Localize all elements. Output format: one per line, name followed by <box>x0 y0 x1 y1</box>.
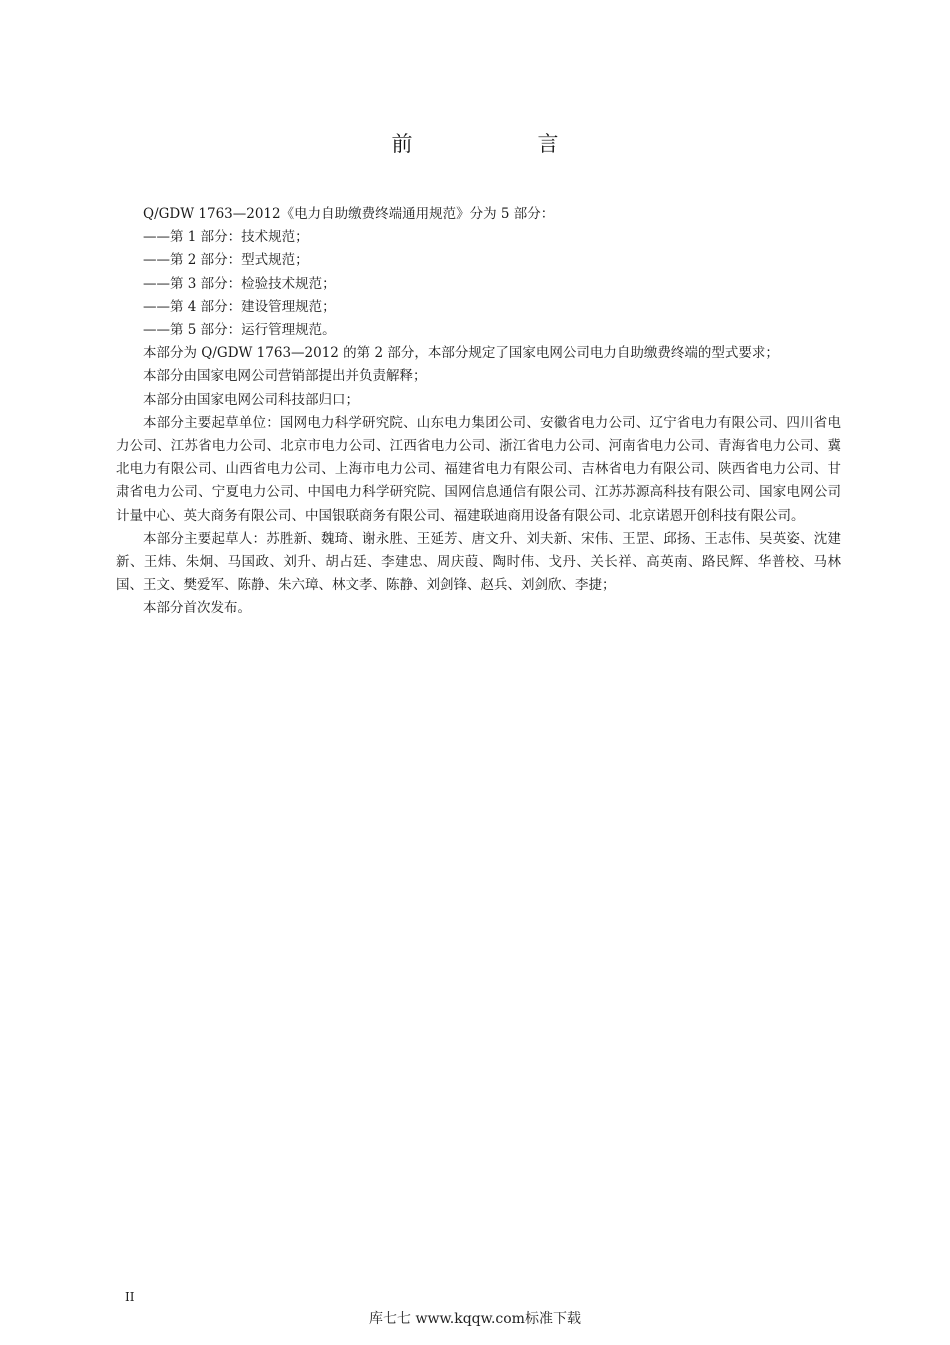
paragraph-first-release: 本部分首次发布。 <box>143 600 251 617</box>
list-item-part-5: ——第 5 部分：运行管理规范。 <box>143 322 336 339</box>
list-item-part-4: ——第 4 部分：建设管理规范； <box>143 298 336 315</box>
list-item-part-3: ——第 3 部分：检验技术规范； <box>143 275 336 292</box>
footer-watermark: 库七七 www.kqqw.com标准下载 <box>369 1311 581 1327</box>
page-title: 前 言 <box>391 132 611 156</box>
list-item-part-2: ——第 2 部分：型式规范； <box>143 252 309 269</box>
paragraph-administrator: 本部分由国家电网公司科技部归口； <box>143 391 359 408</box>
paragraph-intro: Q/GDW 1763—2012《电力自助缴费终端通用规范》分为 5 部分： <box>143 206 555 222</box>
paragraph-drafting-units: 本部分主要起草单位：国网电力科学研究院、山东电力集团公司、安徽省电力公司、辽宁省电力有限公司、四川省电力公司、江苏省电力公司、北京市电力公司、江西省电力公司、浙江省电力公司、河南省电力公司、青海省电力公司、冀北电力有限公司、山西省电力公司、上海市电力公司、福建省电力有限公司、吉林省电力有限公司、陕西省电力公司、甘肃省电力公司、宁夏电力公司、中国电力科学研究院、国网信息通信有限公司、江苏苏源高科技有限公司、国家电网公司计量中心、英大商务有限公司、中国银联商务有限公司、福建联迪商用设备有限公司、北京诺恩开创科技有限公司。 <box>116 414 841 524</box>
body-text <box>116 203 841 621</box>
paragraph-drafters: 本部分主要起草人：苏胜新、魏琦、谢永胜、王延芳、唐文升、刘夫新、宋伟、王罡、邱扬、王志伟、吴英姿、沈建新、王炜、朱炯、马国政、刘升、胡占廷、李建忠、周庆葭、陶时伟、戈丹、关长祥、高英南、路民辉、华普校、马林国、王文、樊爱军、陈静、朱六璋、林文孝、陈静、刘剑锋、赵兵、刘剑欣、李捷； <box>116 530 841 594</box>
list-item-part-1: ——第 1 部分：技术规范； <box>143 229 309 246</box>
page-number: II <box>125 1290 135 1304</box>
paragraph-scope: 本部分为 Q/GDW 1763—2012 的第 2 部分，本部分规定了国家电网公司电力自助缴费终端的型式要求； <box>143 345 779 362</box>
paragraph-proposer: 本部分由国家电网公司营销部提出并负责解释； <box>143 368 427 385</box>
